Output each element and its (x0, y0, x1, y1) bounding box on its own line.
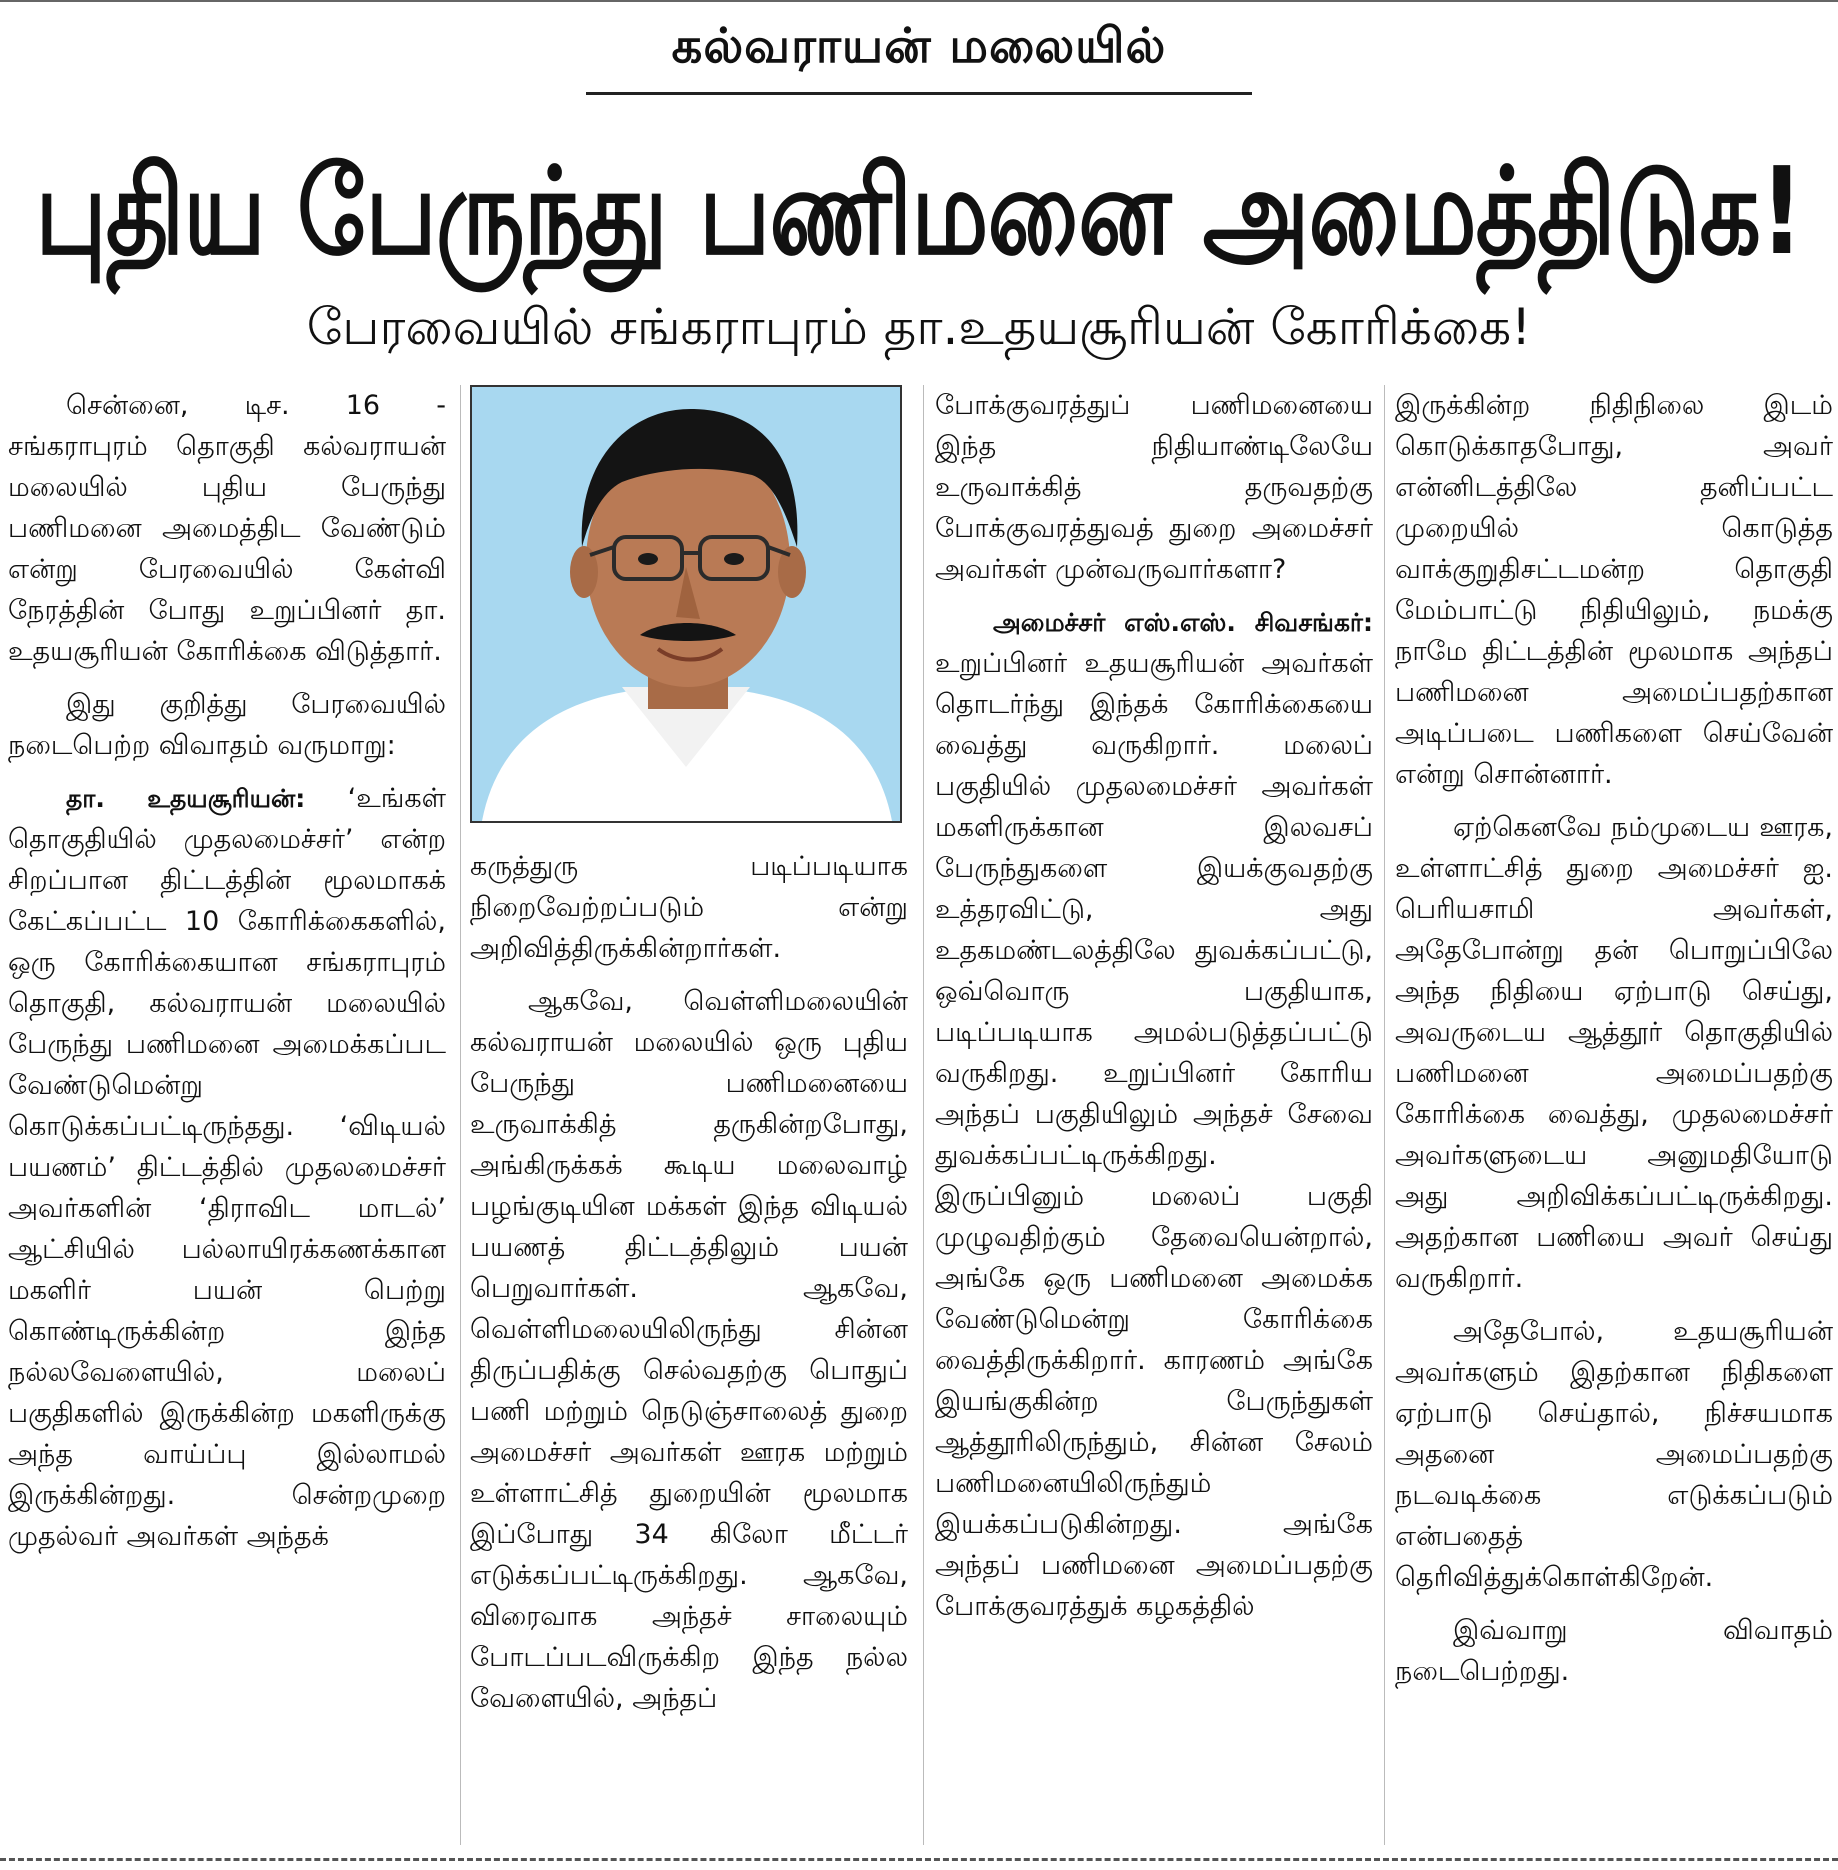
speaker-name: தா. உதயசூரியன்: (66, 784, 306, 813)
paragraph (935, 602, 1373, 1627)
article-column-1 (8, 385, 446, 1850)
bottom-dashed-rule (0, 1858, 1838, 1861)
paragraph-text: உறுப்பினர் உதயசூரியன் அவர்கள் தொடர்ந்து இந்தக் கோரிக்கையை வைத்து வருகிறார். மலைப் பகுதியில் முதலமைச்சர் அவர்கள் மகளிருக்கான இலவசப் பேருந்துகளை இயக்குவதற்கு உத்தரவிட்டு, அது உதகமண்டலத்திலே துவக்கப்பட்டு, ஒவ்வொரு பகுதியாக, படிப்படியாக அமல்படுத்தப்பட்டு வருகிறது. உறுப்பினர் கோரிய அந்தப் பகுதியிலும் அந்தச் சேவை துவக்கப்பட்டிருக்கிறது. இருப்பினும் மலைப் பகுதி முழுவதிற்கும் தேவையென்றால், அங்கே ஒரு பணிமனை அமைக்க வேண்டுமென்று கோரிக்கை வைத்திருக்கிறார். காரணம் அங்கே இயங்குகின்ற பேருந்துகள் ஆத்தூரிலிருந்தும், சின்ன சேலம் பணிமனையிலிருந்தும் இயக்கப்படுகின்றது. அங்கே அந்தப் பணிமனை அமைப்பதற்கு போக்குவரத்துக் கழகத்தில் (935, 648, 1373, 1622)
paragraph: இருக்கின்ற நிதிநிலை இடம் கொடுக்காதபோது, அவர் என்னிடத்திலே தனிப்பட்ட முறையில் கொடுத்த வாக்குறுதிசட்டமன்ற தொகுதி மேம்பாட்டு நிதியிலும், நமக்கு நாமே திட்டத்தின் மூலமாக அந்தப் பணிமனை அமைப்பதற்கான அடிப்படை பணிகளை செய்வேன் என்று சொன்னார். (1395, 390, 1833, 790)
article-column-3 (935, 385, 1373, 1850)
column-gutter (460, 385, 461, 1845)
portrait-image (472, 387, 900, 821)
article-column-4 (1395, 385, 1833, 1850)
paragraph: கருத்துரு படிப்படியாக நிறைவேற்றப்படும் என்று அறிவித்திருக்கின்றார்கள். (470, 851, 908, 964)
portrait-photo (470, 385, 902, 823)
column-gutter (923, 385, 924, 1845)
paragraph (8, 778, 446, 1557)
headline: புதிய பேருந்து பணிமனை அமைத்திடுக! (35, 141, 1803, 282)
paragraph: ஏற்கெனவே நம்முடைய ஊரக, உள்ளாட்சித் துறை அமைச்சர் ஐ. பெரியசாமி அவர்கள், அதேபோன்று தன் பொறுப்பிலே அந்த நிதியை ஏற்பாடு செய்து, அவருடைய ஆத்தூர் தொகுதியில் பணிமனை அமைப்பதற்கு கோரிக்கை வைத்து, முதலமைச்சர் அவர்களுடைய அனுமதியோடு அது அறிவிக்கப்பட்டிருக்கிறது. அதற்கான பணியை அவர் செய்து வருகிறார். (1395, 812, 1833, 1294)
speaker-name: அமைச்சர் எஸ்.எஸ். சிவசங்கர்: (993, 608, 1373, 637)
kicker-underline (586, 92, 1252, 95)
column-gutter (1384, 385, 1385, 1845)
paragraph: சென்னை, டிச. 16 - சங்கராபுரம் தொகுதி கல்வராயன் மலையில் புதிய பேருந்து பணிமனை அமைத்திட வேண்டும் என்று பேரவையில் கேள்வி நேரத்தின் போது உறுப்பினர் தா. உதயசூரியன் கோரிக்கை விடுத்தார். (8, 390, 446, 667)
top-rule (0, 0, 1838, 2)
paragraph: இது குறித்து பேரவையில் நடைபெற்ற விவாதம் வருமாறு: (8, 689, 446, 761)
paragraph: அதேபோல், உதயசூரியன் அவர்களும் இதற்கான நிதிகளை ஏற்பாடு செய்தால், நிச்சயமாக அதனை அமைப்பதற்கு நடவடிக்கை எடுக்கப்படும் என்பதைத் தெரிவித்துக்கொள்கிறேன். (1395, 1316, 1833, 1593)
paragraph: இவ்வாறு விவாதம் நடைபெற்றது. (1395, 1615, 1833, 1687)
kicker: கல்வராயன் மலையில் (671, 18, 1167, 74)
paragraph-text: ‘உங்கள் தொகுதியில் முதலமைச்சர்’ என்ற சிறப்பான திட்டத்தின் மூலமாகக் கேட்கப்பட்ட 10 கோரிக்கைகளில், ஒரு கோரிக்கையான சங்கராபுரம் தொகுதி, கல்வராயன் மலையில் பேருந்து பணிமனை அமைக்கப்பட வேண்டுமென்று கொடுக்கப்பட்டிருந்தது. ‘விடியல் பயணம்’ திட்டத்தில் முதலமைச்சர் அவர்களின் ‘திராவிட மாடல்’ ஆட்சியில் பல்லாயிரக்கணக்கான மகளிர் பயன் பெற்று கொண்டிருக்கின்ற இந்த நல்லவேளையில், மலைப் பகுதிகளில் இருக்கின்ற மகளிருக்கு அந்த வாய்ப்பு இல்லாமல் இருக்கின்றது. சென்றமுறை முதல்வர் அவர்கள் அந்தக் (8, 783, 446, 1552)
paragraph: போக்குவரத்துப் பணிமனையை இந்த நிதியாண்டிலேயே உருவாக்கித் தருவதற்கு போக்குவரத்துவத் துறை அமைச்சர் அவர்கள் முன்வருவார்களா? (935, 390, 1373, 585)
article-column-2 (470, 846, 908, 1850)
paragraph: ஆகவே, வெள்ளிமலையின் கல்வராயன் மலையில் ஒரு புதிய பேருந்து பணிமனையை உருவாக்கித் தருகின்றபோது, அங்கிருக்கக் கூடிய மலைவாழ் பழங்குடியின மக்கள் இந்த விடியல் பயணத் திட்டத்திலும் பயன் பெறுவார்கள். ஆகவே, வெள்ளிமலையிலிருந்து சின்ன திருப்பதிக்கு செல்வதற்கு பொதுப் பணி மற்றும் நெடுஞ்சாலைத் துறை அமைச்சர் அவர்கள் ஊரக மற்றும் உள்ளாட்சித் துறையின் மூலமாக இப்போது 34 கிலோ மீட்டர் எடுக்கப்பட்டிருக்கிறது. ஆகவே, விரைவாக அந்தச் சாலையும் போடப்படவிருக்கிற இந்த நல்ல வேளையில், அந்தப் (470, 986, 908, 1714)
subhead: பேரவையில் சங்கராபுரம் தா.உதயசூரியன் கோரிக்கை! (306, 298, 1532, 356)
